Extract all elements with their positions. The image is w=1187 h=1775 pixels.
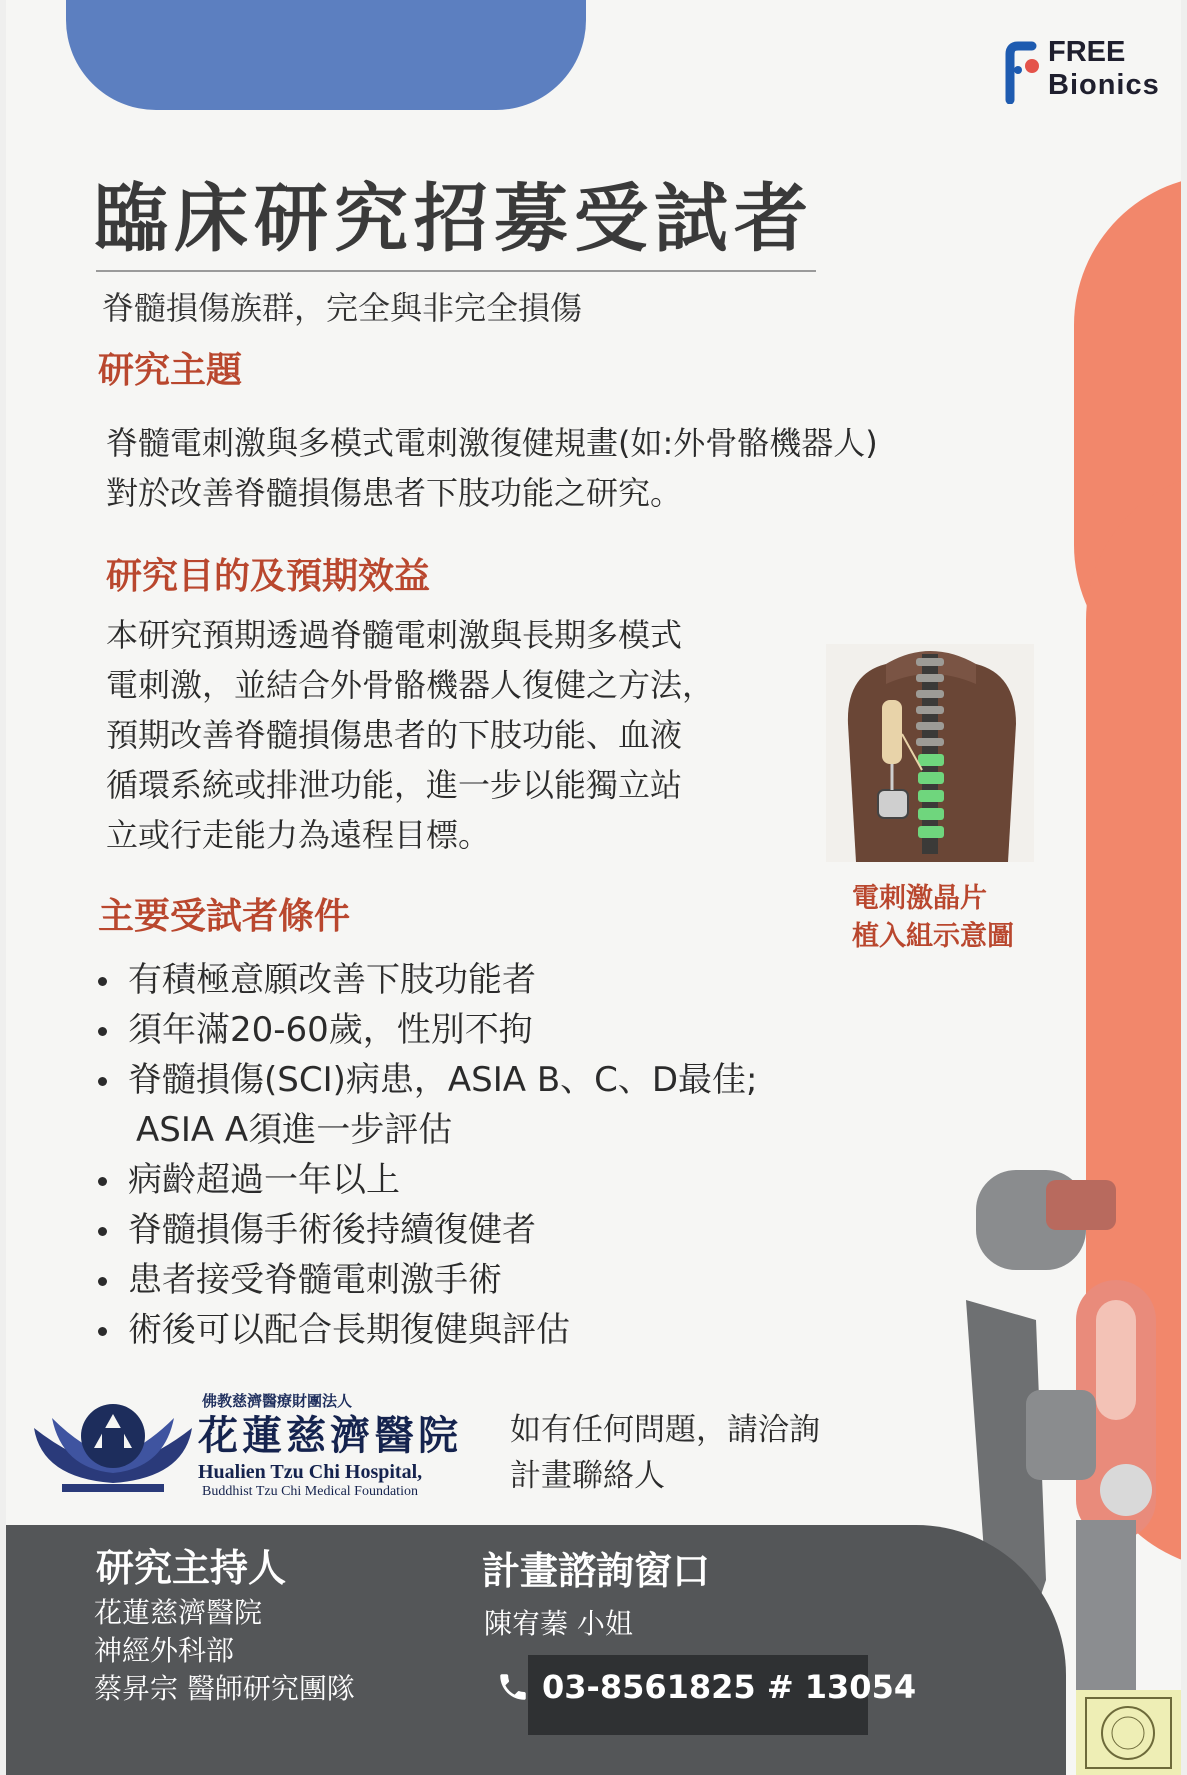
criteria-item-continuation: ASIA A須進一步評估 bbox=[136, 1110, 453, 1150]
investigator-heading: 研究主持人 bbox=[96, 1546, 287, 1590]
contact-note bbox=[510, 1407, 820, 1499]
hospital-name-en: Hualien Tzu Chi Hospital, bbox=[198, 1461, 423, 1483]
consult-contact: 陳宥蓁 小姐 bbox=[484, 1607, 633, 1640]
hospital-foundation-zh: 佛教慈濟醫療財團法人 bbox=[202, 1392, 353, 1410]
purpose-line: 預期改善脊髓損傷患者的下肢功能、血液 bbox=[106, 716, 683, 754]
hospital-name-zh: 花蓮慈濟醫院 bbox=[198, 1412, 462, 1459]
contact-note-line1: 如有任何問題，請洽詢 bbox=[510, 1412, 820, 1448]
investigator-line: 花蓮慈濟醫院 bbox=[94, 1596, 263, 1629]
purpose-line: 循環系統或排泄功能，進一步以能獨立站 bbox=[106, 766, 683, 804]
criteria-item: 脊髓損傷(SCI)病患，ASIA B、C、D最佳; bbox=[94, 1055, 758, 1105]
illustration-caption bbox=[852, 880, 1014, 956]
hospital-foundation-en: Buddhist Tzu Chi Medical Foundation bbox=[202, 1484, 418, 1499]
criteria-item: 須年滿20-60歲，性別不拘 bbox=[94, 1005, 758, 1055]
topic-text bbox=[106, 418, 878, 518]
criteria-item: 患者接受脊髓電刺激手術 bbox=[94, 1255, 758, 1305]
investigator-line: 神經外科部 bbox=[94, 1634, 235, 1667]
brand-line2: Bionics bbox=[1048, 69, 1160, 101]
caption-line2: 植入組示意圖 bbox=[852, 921, 1014, 952]
title-divider bbox=[96, 270, 816, 272]
decor-blue-blob bbox=[66, 0, 586, 110]
free-bionics-logo bbox=[1002, 36, 1181, 116]
criteria-item: 脊髓損傷手術後持續復健者 bbox=[94, 1205, 758, 1255]
seal-stamp-icon bbox=[1076, 1690, 1181, 1775]
purpose-line: 立或行走能力為遠程目標。 bbox=[106, 816, 491, 854]
consult-heading: 計畫諮詢窗口 bbox=[482, 1549, 711, 1593]
topic-line: 對於改善脊髓損傷患者下肢功能之研究。 bbox=[106, 474, 683, 512]
poster bbox=[6, 0, 1181, 1775]
criteria-list bbox=[94, 955, 758, 1355]
hospital-wordmark bbox=[198, 1390, 462, 1500]
investigator-details bbox=[94, 1594, 355, 1708]
phone-icon bbox=[496, 1670, 530, 1704]
topic-line: 脊髓電刺激與多模式電刺激復健規畫(如:外骨骼機器人) bbox=[106, 424, 878, 462]
page-title: 臨床研究招募受試者 bbox=[94, 176, 814, 262]
topic-heading: 研究主題 bbox=[98, 350, 243, 391]
criteria-item: 有積極意願改善下肢功能者 bbox=[94, 955, 758, 1005]
purpose-text bbox=[106, 610, 714, 860]
phone-number: 03-8561825 # 13054 bbox=[542, 1668, 917, 1706]
purpose-line: 電刺激，並結合外骨骼機器人復健之方法， bbox=[106, 666, 715, 704]
contact-note-line2: 計畫聯絡人 bbox=[510, 1458, 665, 1494]
tzu-chi-lotus-icon bbox=[32, 1388, 194, 1498]
spinal-stimulator-illustration bbox=[826, 644, 1034, 862]
criteria-item: 病齡超過一年以上 bbox=[94, 1155, 758, 1205]
criteria-item: 術後可以配合長期復健與評估 bbox=[94, 1305, 758, 1355]
purpose-line: 本研究預期透過脊髓電刺激與長期多模式 bbox=[106, 616, 683, 654]
free-bionics-logo-icon bbox=[1002, 40, 1042, 104]
investigator-line: 蔡昇宗 醫師研究團隊 bbox=[94, 1672, 355, 1705]
criteria-heading: 主要受試者條件 bbox=[98, 896, 351, 937]
caption-line1: 電刺激晶片 bbox=[852, 883, 987, 914]
subtitle: 脊髓損傷族群，完全與非完全損傷 bbox=[102, 289, 583, 327]
brand-line1: FREE bbox=[1048, 36, 1126, 68]
purpose-heading: 研究目的及預期效益 bbox=[106, 556, 431, 597]
approval-seal bbox=[1076, 1690, 1181, 1775]
